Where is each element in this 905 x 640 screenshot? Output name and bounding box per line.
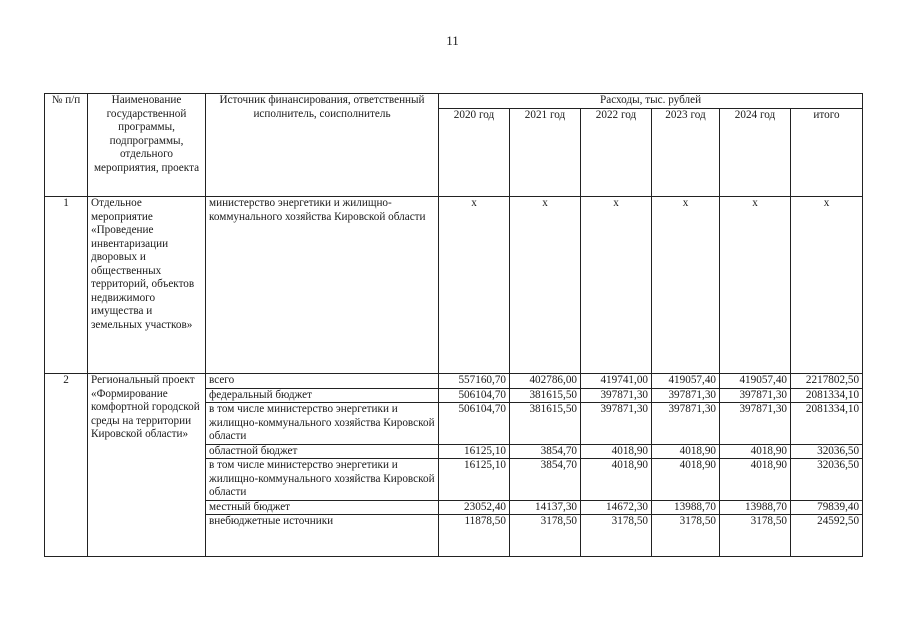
value-cell: 16125,10 <box>439 459 510 501</box>
header-year-2021: 2021 год <box>510 109 581 197</box>
page-number: 11 <box>446 33 459 48</box>
value-cell: 16125,10 <box>439 444 510 459</box>
value-cell: 4018,90 <box>720 444 791 459</box>
header-expenses: Расходы, тыс. рублей <box>439 94 863 109</box>
value-cell: 3178,50 <box>720 515 791 557</box>
value-cell: 397871,30 <box>652 403 720 445</box>
header-num: № п/п <box>45 94 88 197</box>
header-total: итого <box>791 109 863 197</box>
value-cell: 419741,00 <box>581 374 652 389</box>
value-cell: 4018,90 <box>652 459 720 501</box>
value-cell: 397871,30 <box>581 403 652 445</box>
value-cell: 506104,70 <box>439 388 510 403</box>
value-cell: x <box>439 197 510 374</box>
value-cell: x <box>510 197 581 374</box>
header-row-top <box>45 94 863 109</box>
table-row <box>45 197 863 374</box>
value-cell: x <box>791 197 863 374</box>
value-cell: 3178,50 <box>581 515 652 557</box>
row-source: внебюджетные источники <box>206 515 439 557</box>
row-number: 1 <box>45 197 88 374</box>
row-name: Региональный проект «Формирование комфортной городской среды на территории Кировской области» <box>88 374 206 557</box>
value-cell: 397871,30 <box>581 388 652 403</box>
value-cell: 13988,70 <box>652 500 720 515</box>
value-cell: 402786,00 <box>510 374 581 389</box>
row-source: в том числе министерство энергетики и жилищно-коммунального хозяйства Кировской области <box>206 459 439 501</box>
table-row <box>45 374 863 389</box>
header-year-2022: 2022 год <box>581 109 652 197</box>
header-name: Наименование государственной программы, подпрограммы, отдельного мероприятия, проекта <box>88 94 206 197</box>
header-source: Источник финансирования, ответственный исполнитель, соисполнитель <box>206 94 439 197</box>
header-year-2023: 2023 год <box>652 109 720 197</box>
value-cell: 397871,30 <box>720 388 791 403</box>
value-cell: 2217802,50 <box>791 374 863 389</box>
row-number: 2 <box>45 374 88 557</box>
row-source: местный бюджет <box>206 500 439 515</box>
value-cell: 419057,40 <box>720 374 791 389</box>
value-cell: 4018,90 <box>652 444 720 459</box>
value-cell: 14672,30 <box>581 500 652 515</box>
value-cell: 14137,30 <box>510 500 581 515</box>
row-source: федеральный бюджет <box>206 388 439 403</box>
value-cell: x <box>720 197 791 374</box>
value-cell: 397871,30 <box>652 388 720 403</box>
row-source: областной бюджет <box>206 444 439 459</box>
value-cell: 557160,70 <box>439 374 510 389</box>
row-source: всего <box>206 374 439 389</box>
budget-table <box>44 93 863 557</box>
value-cell: 4018,90 <box>720 459 791 501</box>
value-cell: 381615,50 <box>510 388 581 403</box>
row-source: министерство энергетики и жилищно-коммунального хозяйства Кировской области <box>206 197 439 374</box>
value-cell: 397871,30 <box>720 403 791 445</box>
value-cell: 79839,40 <box>791 500 863 515</box>
value-cell: 13988,70 <box>720 500 791 515</box>
header-year-2024: 2024 год <box>720 109 791 197</box>
value-cell: 3854,70 <box>510 444 581 459</box>
value-cell: 381615,50 <box>510 403 581 445</box>
value-cell: 506104,70 <box>439 403 510 445</box>
value-cell: 32036,50 <box>791 444 863 459</box>
value-cell: 3178,50 <box>510 515 581 557</box>
value-cell: 4018,90 <box>581 444 652 459</box>
value-cell: 23052,40 <box>439 500 510 515</box>
value-cell: 2081334,10 <box>791 388 863 403</box>
header-year-2020: 2020 год <box>439 109 510 197</box>
value-cell: 419057,40 <box>652 374 720 389</box>
row-source: в том числе министерство энергетики и жилищно-коммунального хозяйства Кировской области <box>206 403 439 445</box>
row-name: Отдельное мероприятие «Проведение инвентаризации дворовых и общественных территорий, объектов недвижимого имущества и земельных участков» <box>88 197 206 374</box>
value-cell: 11878,50 <box>439 515 510 557</box>
value-cell: 3854,70 <box>510 459 581 501</box>
value-cell: 24592,50 <box>791 515 863 557</box>
value-cell: x <box>581 197 652 374</box>
value-cell: 3178,50 <box>652 515 720 557</box>
value-cell: x <box>652 197 720 374</box>
value-cell: 4018,90 <box>581 459 652 501</box>
value-cell: 32036,50 <box>791 459 863 501</box>
value-cell: 2081334,10 <box>791 403 863 445</box>
